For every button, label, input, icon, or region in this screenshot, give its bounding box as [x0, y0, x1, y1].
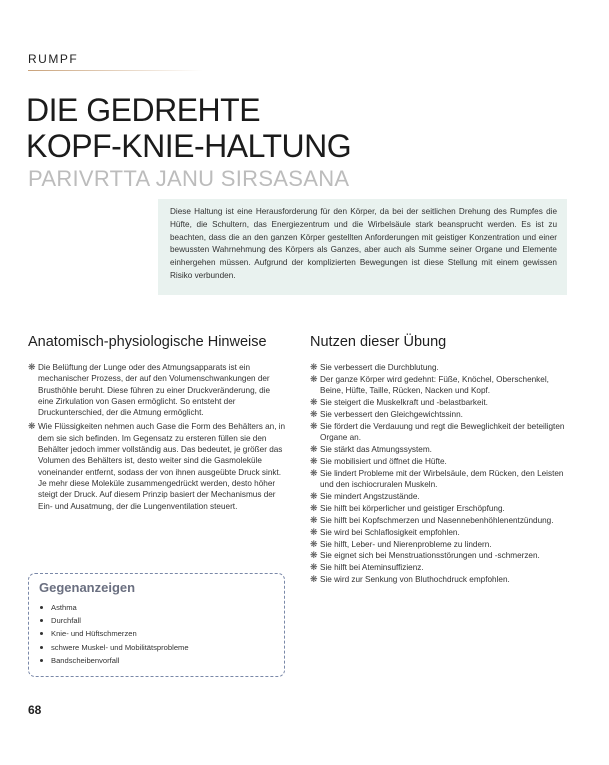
flower-bullet-icon: ❋: [28, 421, 36, 432]
anatomy-heading: Anatomisch-physiologische Hinweise: [28, 334, 267, 350]
benefits-list: [310, 362, 572, 586]
flower-bullet-icon: ❋: [310, 420, 318, 431]
benefits-heading: Nutzen dieser Übung: [310, 334, 447, 350]
section-label: RUMPF: [28, 52, 79, 66]
flower-bullet-icon: ❋: [310, 408, 318, 419]
flower-bullet-icon: ❋: [310, 538, 318, 549]
page-title-line-1: DIE GEDREHTE: [26, 92, 261, 128]
contraindication-text: Asthma: [51, 603, 77, 612]
contraindication-item: [39, 627, 274, 640]
benefit-item: [310, 550, 572, 561]
flower-bullet-icon: ❋: [310, 502, 318, 513]
benefit-item: [310, 574, 572, 585]
anatomy-item: [28, 362, 286, 418]
contraindication-text: Durchfall: [51, 616, 81, 626]
benefit-item-text: Sie fördert die Verdauung und regt die Beweglichkeit der beteiligten Organe an.: [320, 421, 565, 443]
benefit-item: [310, 362, 572, 373]
benefit-item: [310, 374, 572, 397]
bullet-dot-icon: [40, 606, 43, 609]
page-title-line-2: KOPF-KNIE-HALTUNG: [26, 128, 352, 164]
flower-bullet-icon: ❋: [310, 491, 318, 502]
bullet-dot-icon: [40, 632, 43, 635]
benefit-item: [310, 515, 572, 526]
anatomy-list: [28, 362, 286, 515]
contraindication-text: Knie- und Hüftschmerzen: [51, 629, 137, 639]
intro-box: [158, 199, 567, 295]
anatomy-item: [28, 421, 286, 511]
anatomy-item-text: Wie Flüssigkeiten nehmen auch Gase die Form des Behälters an, in dem sie sich befinden. Im Gegensatz zu ersteren füllen sie den Behälter jedoch immer vollständig aus. Das bedeutet, je größer das Volumen des Behälters ist, desto weiter sind die Gasmoleküle voneinander entfernt, sodass der von ihnen ausgeübte Druck sinkt. Je mehr diese Moleküle zusammengedrückt werden, desto höher steigt der Druck. Auf diesem Prinzip basiert der Mechanismus der Ein- und Ausatmung, der die Lungenventilation steuert.: [38, 422, 286, 511]
flower-bullet-icon: ❋: [310, 362, 318, 372]
contraindications-list: [39, 601, 274, 667]
benefit-item-text: Sie hilft bei Ateminsuffizienz.: [320, 563, 424, 573]
contraindication-text: schwere Muskel- und Mobilitätsprobleme: [51, 642, 189, 652]
contraindication-item: [39, 601, 274, 614]
benefit-item-text: Sie verbessert den Gleichgewichtssinn.: [320, 409, 463, 419]
benefit-item: [310, 562, 572, 573]
benefit-item-text: Sie hilft bei Kopfschmerzen und Nasennebenhöhlenentzündung.: [320, 515, 554, 525]
section-divider: [28, 70, 203, 71]
benefit-item-text: Sie steigert die Muskelkraft und -belastbarkeit.: [320, 398, 488, 408]
flower-bullet-icon: ❋: [310, 574, 318, 585]
benefit-item-text: Sie verbessert die Durchblutung.: [320, 363, 439, 372]
flower-bullet-icon: ❋: [310, 373, 318, 384]
bullet-dot-icon: [40, 646, 43, 649]
anatomy-item-text: Die Belüftung der Lunge oder des Atmungsapparats ist ein mechanischer Prozess, der auf den Volumenschwankungen der Brusthöhle beruht. Diese führen zu einer Druckveränderung, die eine Zirkulation von Gasen ermöglicht. So entsteht der Druckunterschied, der die Atmung ermöglicht.: [38, 363, 271, 418]
benefit-item-text: Sie mobilisiert und öffnet die Hüfte.: [320, 456, 447, 466]
flower-bullet-icon: ❋: [310, 455, 318, 466]
benefit-item: [310, 491, 572, 502]
bullet-dot-icon: [40, 659, 43, 662]
benefit-item: [310, 527, 572, 538]
page-number: 68: [28, 703, 42, 717]
flower-bullet-icon: ❋: [310, 467, 318, 478]
benefit-item-text: Sie stärkt das Atmungssystem.: [320, 445, 432, 455]
benefit-item: [310, 503, 572, 514]
contraindication-item: [39, 614, 274, 627]
benefit-item: [310, 444, 572, 455]
bullet-dot-icon: [40, 619, 43, 622]
contraindications-box: [28, 573, 285, 677]
flower-bullet-icon: ❋: [310, 514, 318, 525]
flower-bullet-icon: ❋: [310, 550, 318, 561]
benefit-item: [310, 409, 572, 420]
benefit-item-text: Der ganze Körper wird gedehnt: Füße, Knöchel, Oberschenkel, Beine, Hüfte, Taille, Rücken, Nacken und Kopf.: [320, 374, 549, 396]
benefit-item: [310, 456, 572, 467]
benefit-item: [310, 539, 572, 550]
benefit-item-text: Sie wird zur Senkung von Bluthochdruck empfohlen.: [320, 575, 510, 585]
benefit-item-text: Sie wird bei Schlaflosigkeit empfohlen.: [320, 527, 460, 537]
flower-bullet-icon: ❋: [310, 526, 318, 537]
benefit-item: [310, 468, 572, 491]
contraindication-text: Bandscheibenvorfall: [51, 655, 120, 665]
intro-text: Diese Haltung ist eine Herausforderung für den Körper, da bei der seitlichen Drehung des Rumpfes die Hüfte, die Schultern, das Energiezentrum und die Wirbelsäule stark beansprucht werden. Es ist zu beachten, dass die an den ganzen Körper gestellten Anforderungen mit geistiger Konzentration und einer bewussten Wahrnehmung des Körpers als Ganzes, aber auch als Summe seiner Organe und Elemente einhergehen müssen. Aufgrund der komplizierten Bewegungen ist diese Stellung mit einem gewissen Risiko verbunden.: [170, 207, 557, 280]
benefit-item: [310, 397, 572, 408]
flower-bullet-icon: ❋: [310, 397, 318, 408]
contraindication-item: [39, 654, 274, 667]
benefit-item-text: Sie lindert Probleme mit der Wirbelsäule, dem Rücken, den Leisten und den ischiocruralen Muskeln.: [320, 468, 564, 490]
contraindication-item: [39, 641, 274, 654]
benefit-item-text: Sie hilft, Leber- und Nierenprobleme zu lindern.: [320, 539, 492, 549]
page-subtitle: PARIVRTTA JANU SIRSASANA: [28, 166, 350, 191]
flower-bullet-icon: ❋: [310, 562, 318, 573]
benefit-item-text: Sie hilft bei körperlicher und geistiger Erschöpfung.: [320, 503, 505, 513]
flower-bullet-icon: ❋: [310, 444, 318, 455]
benefit-item-text: Sie eignet sich bei Menstruationsstörungen und -schmerzen.: [320, 551, 540, 561]
flower-bullet-icon: ❋: [28, 362, 36, 372]
contraindications-heading: Gegenanzeigen: [39, 580, 136, 595]
benefit-item-text: Sie mindert Angstzustände.: [320, 492, 420, 502]
benefit-item: [310, 421, 572, 444]
page-title: [26, 92, 586, 164]
